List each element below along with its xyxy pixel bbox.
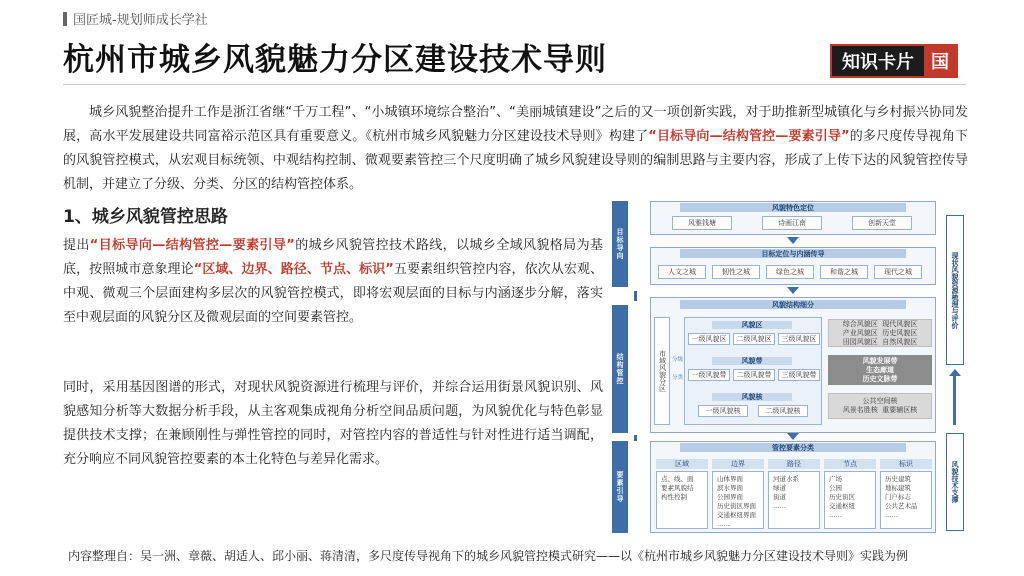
side-label-support: 风貌技术支撑 xyxy=(946,433,964,531)
band-element: 管控要素分类 xyxy=(680,443,906,452)
element-col-head: 区域 xyxy=(656,459,708,469)
target-item: 韧性之城 xyxy=(712,265,760,279)
section-paragraph-1 xyxy=(63,234,603,330)
control-framework-diagram xyxy=(612,197,972,537)
zone-belt-item: 一级风貌带 xyxy=(688,369,730,381)
target-item: 和谐之城 xyxy=(820,265,868,279)
element-col-body: 河道水系 绿道 街道 …… xyxy=(768,471,820,529)
split-label-grade: 分级 xyxy=(672,357,684,363)
zone-core-head: 风貌核 xyxy=(712,393,792,401)
zone-type-area: 综合风貌区 现代风貌区 产业风貌区 历史风貌区 田园风貌区 自然风貌区 xyxy=(828,319,932,347)
side-label-resource: 现状风貌资源梳理与评价 xyxy=(946,215,964,365)
city-zone-label: 市域风貌分区 xyxy=(654,317,670,425)
badge-label: 知识卡片 xyxy=(832,46,924,76)
element-col-head: 节点 xyxy=(824,459,876,469)
brand-header xyxy=(63,9,208,28)
band-structure: 风貌结构细分 xyxy=(680,300,906,309)
zone-belt-item: 二级风貌带 xyxy=(733,369,775,381)
para1-highlight-2: “区域、边界、路径、节点、标识” xyxy=(193,262,394,277)
flow-arrow xyxy=(787,433,799,440)
element-col-body: 点、线、面 要素风貌结 构性控制 xyxy=(656,471,708,529)
positioning-item: 风雅钱塘 xyxy=(672,216,732,230)
zone-belt-head: 风貌带 xyxy=(712,357,792,365)
band-positioning: 风貌特色定位 xyxy=(680,203,906,212)
positioning-item: 创新天堂 xyxy=(852,216,912,230)
element-col-head: 标识 xyxy=(880,459,932,469)
side-connector xyxy=(634,435,637,441)
knowledge-card-badge xyxy=(830,44,958,78)
side-label-element: 要素引导 xyxy=(612,441,628,533)
support-arrow-line xyxy=(953,375,956,425)
element-col-body: 山体界面 滨水界面 公园界面 历史街区界面 交通枢纽界面 …… xyxy=(712,471,764,529)
zone-type-core: 公共空间核 风景名胜核 重要辅区核 xyxy=(828,393,932,419)
element-col-head: 路径 xyxy=(768,459,820,469)
source-credit: 内容整理自：吴一洲、章薇、胡适人、邱小丽、蒋清清，多尺度传导视角下的城乡风貌管控模式研究——以《杭州市城乡风貌魅力分区建设技术导则》实践为例 xyxy=(68,549,909,563)
zone-area-item: 一级风貌区 xyxy=(688,333,730,345)
element-col-body: 广场 公园 历史街区 交通枢纽 …… xyxy=(824,471,876,529)
side-connector xyxy=(634,291,637,301)
zone-area-item: 二级风貌区 xyxy=(733,333,775,345)
zone-belt-item: 三级风貌带 xyxy=(778,369,820,381)
support-arrow-head xyxy=(949,369,961,376)
brand-text: 国匠城-规划师成长学社 xyxy=(73,13,208,28)
page-title: 杭州市城乡风貌魅力分区建设技术导则 xyxy=(63,42,607,78)
element-col-head: 边界 xyxy=(712,459,764,469)
side-label-structure: 结构管控 xyxy=(612,305,628,433)
title-divider xyxy=(63,84,966,85)
section-paragraph-2: 同时，采用基因图谱的形式，对现状风貌资源进行梳理与评价，并综合运用街景风貌识别、风貌感知分析等大数据分析手段，从主客观集成视角分析空间品质问题，为风貌优化与特色彰显提供技术支撑；在兼顾刚性与弹性管控的同时，对管控内容的普适性与针对性进行适当调配，充分响应不同风貌管控要素的本土化特色与差异化需求。 xyxy=(63,380,603,467)
side-label-goal: 目标导向 xyxy=(612,201,628,287)
flow-arrow xyxy=(787,287,799,294)
positioning-item: 诗画江南 xyxy=(762,216,822,230)
intro-highlight: “目标导向—结构管控—要素引导” xyxy=(648,129,850,144)
flow-arrow xyxy=(787,237,799,244)
para1-text-a: 提出 xyxy=(63,238,90,253)
target-item: 现代之城 xyxy=(874,265,922,279)
brand-bar xyxy=(63,12,67,26)
split-label-type: 分类 xyxy=(672,375,684,381)
zone-area-item: 三级风貌区 xyxy=(778,333,820,345)
target-item: 绿色之城 xyxy=(766,265,814,279)
intro-paragraph xyxy=(63,101,968,197)
intro-text-b: 的多尺度传导视角下的风貌管控模式，从宏观目标统领、中观结构控制、微观要素管控三个尺度明确了城乡风貌建设导则的编制思路与主要内容，形成了上传下达的风貌管控传导机制，并建立了分级、分类、分区的结构管控体系。 xyxy=(63,129,968,192)
target-item: 人文之城 xyxy=(658,265,706,279)
zone-type-belt: 风貌发展带 生态廊道 历史文脉带 xyxy=(828,355,932,385)
section-title: 1、城乡风貌管控思路 xyxy=(63,207,228,227)
para1-text-c: 五要素组织管控内容，依次从宏观、中观、微观三个层面建构多层次的风貌管控模式，即将宏观层面的目标与内涵逐步分解，落实至中观层面的风貌分区及微观层面的空间要素管控。 xyxy=(63,262,603,325)
zone-area-head: 风貌区 xyxy=(712,321,792,329)
intro-text-a: 城乡风貌整治提升工作是浙江省继“千万工程”、“小城镇环境综合整治”、“美丽城镇建设”之后的又一项创新实践，对于助推新型城镇化与乡村振兴协同发展，高水平发展建设共同富裕示范区具有重要意义。《杭州市城乡风貌魅力分区建设技术导则》构建了 xyxy=(63,105,968,144)
element-col-body: 历史建筑 地标建筑 门户标志 公共艺术品 …… xyxy=(880,471,932,529)
para1-text-b: 的城乡风貌管控技术路线，以城乡全域风貌格局为基底，按照城市意象理论 xyxy=(63,238,603,277)
para1-highlight-1: “目标导向—结构管控—要素引导” xyxy=(89,238,295,253)
zone-core-item: 二级风貌核 xyxy=(758,405,808,417)
zone-core-item: 一级风貌核 xyxy=(698,405,748,417)
band-target: 目标定位与内涵传导 xyxy=(680,249,906,258)
brand-logo-icon: 国 xyxy=(924,46,956,76)
